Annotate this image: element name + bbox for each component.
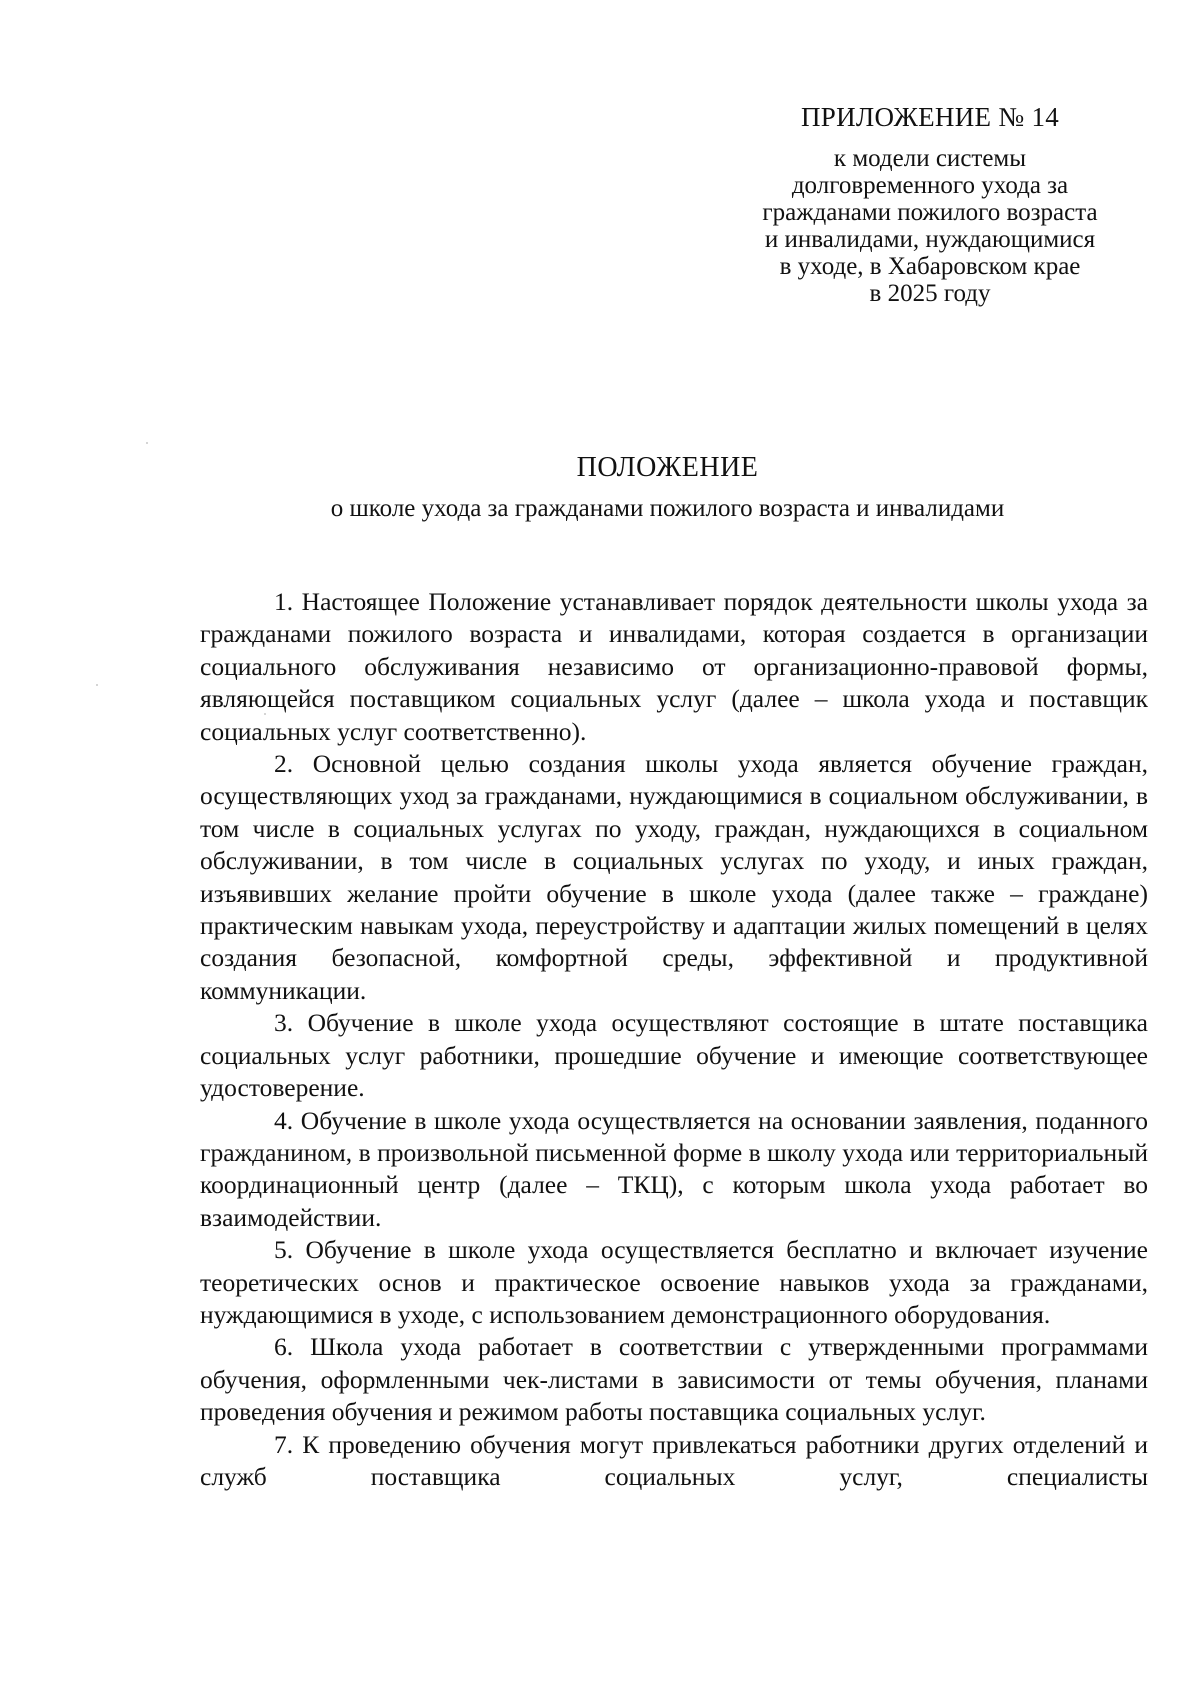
appendix-header [735, 104, 1125, 307]
document-title: ПОЛОЖЕНИЕ [576, 452, 759, 483]
appendix-line: гражданами пожилого возраста [762, 199, 1098, 226]
document-subtitle: о школе ухода за гражданами пожилого возраста и инвалидами [330, 495, 1005, 522]
paragraph-1: 1. Настоящее Положение устанавливает порядок деятельности школы ухода за гражданами пожилого возраста и инвалидами, которая создается в организации социального обслуживания независимо от организационно-правовой формы, являющейся поставщиком социальных услуг (далее – школа ухода и поставщик социальных услуг соответственно). [200, 587, 1148, 746]
appendix-line: в 2025 году [869, 280, 991, 307]
paragraph-5: 5. Обучение в школе ухода осуществляется бесплатно и включает изучение теоретических основ и практическое освоение навыков ухода за гражданами, нуждающимися в уходе, с использованием демонстрационного оборудования. [200, 1235, 1148, 1329]
paragraph-4: 4. Обучение в школе ухода осуществляется на основании заявления, поданного гражданином, в произвольной письменной форме в школу ухода или территориальный координационный центр (далее – ТКЦ), с которым школа ухода работает во взаимодействии. [200, 1105, 1148, 1232]
appendix-line: в уходе, в Хабаровском крае [779, 253, 1081, 280]
scan-speck [264, 713, 266, 715]
document-body [200, 586, 1148, 1493]
scan-speck [146, 442, 148, 444]
scan-speck [96, 684, 98, 686]
appendix-title: ПРИЛОЖЕНИЕ № 14 [800, 102, 1060, 132]
appendix-line: долговременного ухода за [791, 172, 1069, 199]
appendix-line: и инвалидами, нуждающимися [764, 226, 1096, 253]
appendix-line: к модели системы [833, 145, 1027, 172]
paragraph-7: 7. К проведению обучения могут привлекаться работники других отделений и служб поставщика социальных услуг, специалисты [200, 1429, 1148, 1491]
paragraph-2: 2. Основной целью создания школы ухода является обучение граждан, осуществляющих уход за гражданами, нуждающимися в социальном обслуживании, в том числе в социальных услугах по уходу, граждан, нуждающихся в социальном обслуживании, в том числе в социальных услугах по уходу, и иных граждан, изъявивших желание пройти обучение в школе ухода (далее также – граждане) практическим навыкам ухода, переустройству и адаптации жилых помещений в целях создания безопасной, комфортной среды, эффективной и продуктивной коммуникации. [200, 749, 1148, 1005]
paragraph-3: 3. Обучение в школе ухода осуществляют состоящие в штате поставщика социальных услуг работники, прошедшие обучение и имеющие соответствующее удостоверение. [200, 1008, 1148, 1103]
paragraph-6: 6. Школа ухода работает в соответствии с утвержденными программами обучения, оформленными чек-листами в зависимости от темы обучения, планами проведения обучения и режимом работы поставщика социальных услуг. [200, 1332, 1148, 1427]
